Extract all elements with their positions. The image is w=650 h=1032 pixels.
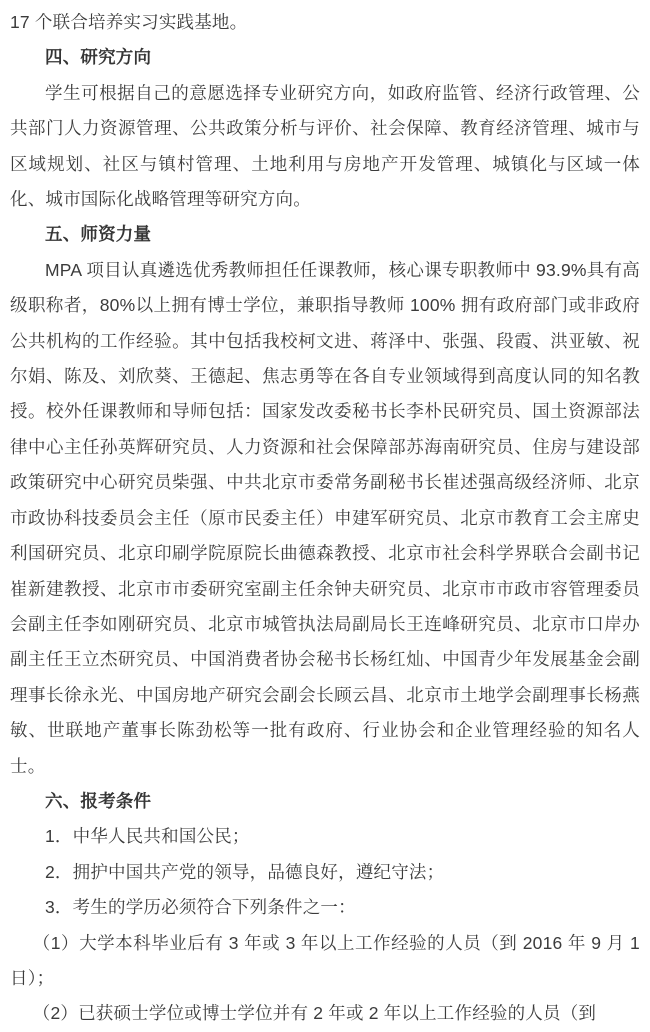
list-item-requirement-citizenship: 1．中华人民共和国公民； xyxy=(45,826,250,847)
sub-item-master-doctor-experience: （2）已获硕士学位或博士学位并有 2 年或 2 年以上工作经验的人员（到 xyxy=(32,1003,597,1024)
paragraph-faculty-strength: MPA 项目认真遴选优秀教师担任任课教师，核心课专职教师中 93.9%具有高级职称者，80%以上拥有博士学位，兼职指导教师 100% 拥有政府部门或非政府公共机构的工作经验。其中包括我校柯文进、蒋泽中、张强、段霞、洪亚敏、祝尔娟、陈及、刘欣葵、王德起、焦志勇等在各自专业领域得到高度认同的知名教授。校外任课教师和导师包括：国家发改委秘书长李朴民研究员、国土资源部法律中心主任孙英辉研究员、人力资源和社会保障部苏海南研究员、住房与建设部政策研究中心研究员柴强、中共北京市委常务副秘书长崔述强高级经济师、北京市政协科技委员会主任（原市民委主任）申建军研究员、北京市教育工会主席史利国研究员、北京印刷学院原院长曲德森教授、北京市社会科学界联合会副书记崔新建教授、北京市市委研究室副主任余钟夫研究员、北京市市政市容管理委员会副主任李如刚研究员、北京市城管执法局副局长王连峰研究员、北京市口岸办副主任王立杰研究员、中国消费者协会秘书长杨红灿、中国青少年发展基金会副理事长徐永光、中国房地产研究会副会长顾云昌、北京市土地学会副理事长杨燕敏、世联地产董事长陈劲松等一批有政府、行业协会和企业管理经验的知名人士。 xyxy=(10,259,640,776)
heading-section-four-research-directions: 四、研究方向 xyxy=(45,47,152,68)
heading-section-five-faculty: 五、师资力量 xyxy=(45,224,152,245)
heading-section-six-application-requirements: 六、报考条件 xyxy=(45,790,152,811)
paragraph-practice-bases-tail: 17 个联合培养实习实践基地。 xyxy=(10,12,248,32)
list-item-requirement-conduct: 2．拥护中国共产党的领导，品德良好，遵纪守法； xyxy=(45,861,445,882)
paragraph-research-directions: 学生可根据自己的意愿选择专业研究方向，如政府监管、经济行政管理、公共部门人力资源管理、公共政策分析与评价、社会保障、教育经济管理、城市与区域规划、社区与镇村管理、土地利用与房地产开发管理、城镇化与区域一体化、城市国际化战略管理等研究方向。 xyxy=(10,82,640,210)
list-item-requirement-education: 3．考生的学历必须符合下列条件之一： xyxy=(45,897,356,918)
sub-item-bachelor-experience: （1）大学本科毕业后有 3 年或 3 年以上工作经验的人员（到 2016 年 9 月 1 日）； xyxy=(10,932,640,988)
